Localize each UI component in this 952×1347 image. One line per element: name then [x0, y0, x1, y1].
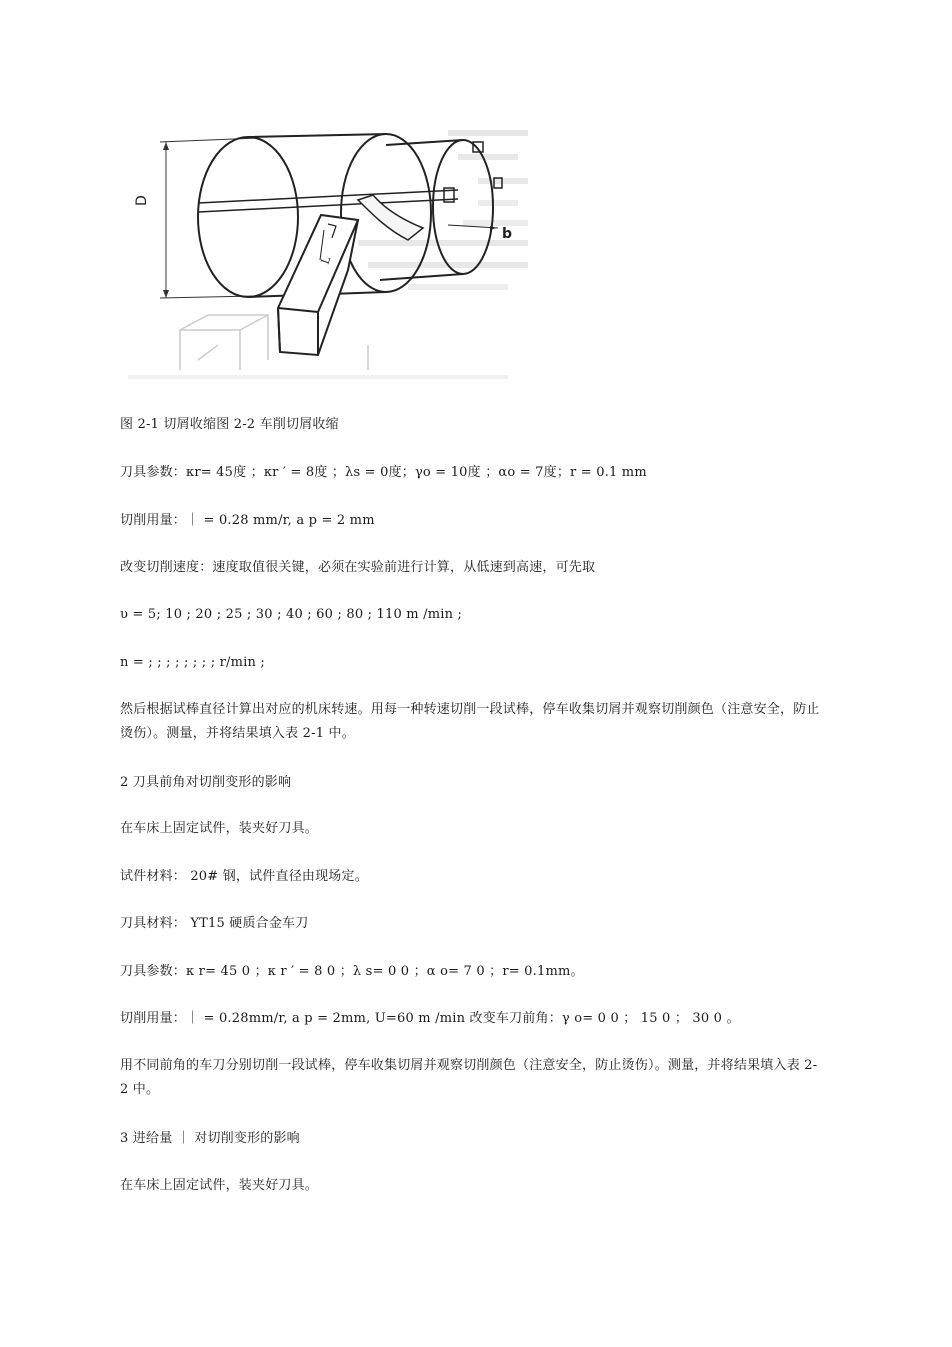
fix-workpiece-2: 在车床上固定试件，装夹好刀具。	[120, 1178, 319, 1193]
tool-material: 刀具材料： YT15 硬质合金车刀	[120, 916, 309, 931]
rpm-values: n = ; ; ; ; ; ; ; ; r/min ;	[120, 655, 265, 670]
label-L: L	[318, 254, 334, 267]
change-speed-text: 改变切削速度：速度取值很关键，必须在实验前进行计算，从低速到高速，可先取	[120, 560, 596, 575]
figure-caption: 图 2-1 切屑收缩图 2-2 车削切屑收缩	[120, 417, 339, 432]
workpiece-material: 试件材料： 20# 钢，试件直径由现场定。	[120, 869, 368, 884]
paragraph-1: 然后根据试棒直径计算出对应的机床转速。用每一种转速切削一段试棒，停车收集切屑并观察切削颜色（注意安全，防止烫伤）。测量，并将结果填入表 2-1 中。	[120, 702, 820, 741]
cutting-amount-1: 切削用量：｜ = 0.28 mm/r, a p = 2 mm	[120, 513, 375, 528]
speed-values: υ = 5; 10 ; 20 ; 25 ; 30 ; 40 ; 60 ; 80 ; 110 m /min ;	[120, 607, 463, 622]
figure-drawing	[118, 120, 533, 385]
label-D: D	[134, 195, 150, 206]
tool-parameters-1: 刀具参数：κr= 45度 ；κr ′ = 8度 ；λs = 0度；γo = 10度 ；αo = 7度；r = 0.1 mm	[120, 465, 647, 480]
section-heading-3: 3 进给量 ｜ 对切削变形的影响	[120, 1131, 300, 1146]
label-b: b	[502, 226, 513, 242]
paragraph-2: 用不同前角的车刀分别切削一段试棒，停车收集切屑并观察切削颜色（注意安全，防止烫伤）。测量，并将结果填入表 2-2 中。	[120, 1058, 818, 1097]
cutting-amount-2: 切削用量：｜ = 0.28mm/r, a p = 2mm, U=60 m /min 改变车刀前角：γ o= 0 0 ； 15 0 ； 30 0 。	[120, 1011, 740, 1026]
chip-shrinkage-figure	[118, 120, 533, 385]
section-heading-2: 2 刀具前角对切削变形的影响	[120, 775, 292, 790]
tool-parameters-2: 刀具参数：κ r= 45 0 ；κ r ′ = 8 0 ；λ s= 0 0 ；α o= 7 0 ；r= 0.1mm。	[120, 964, 584, 979]
fix-workpiece-1: 在车床上固定试件，装夹好刀具。	[120, 821, 319, 836]
